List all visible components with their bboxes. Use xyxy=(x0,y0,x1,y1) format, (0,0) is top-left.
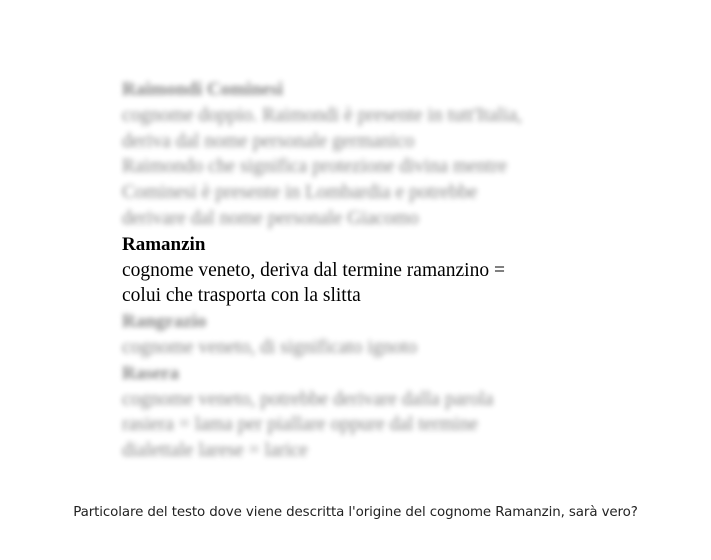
entry-title: Raimondi Cominesi xyxy=(122,79,283,100)
entry-line: cognome veneto, di significato ignoto xyxy=(122,336,418,358)
entry-line: cognome veneto, deriva dal termine ramanzino = xyxy=(122,259,505,281)
entry-line: cognome veneto, potrebbe derivare dalla parola xyxy=(122,388,494,410)
entry-line: rasiera = lama per piallare oppure dal termine xyxy=(122,414,478,436)
entry-line: dialettale larese = larice xyxy=(122,440,308,462)
entry-line: cognome doppio. Raimondi è presente in tutt'Italia, xyxy=(122,104,522,126)
entry-title: Rangrazio xyxy=(122,311,207,333)
entry-line: deriva dal nome personale germanico xyxy=(122,130,415,152)
image-caption: Particolare del testo dove viene descritta l'origine del cognome Ramanzin, sarà vero? xyxy=(73,505,638,520)
entry-line: Cominesi è presente in Lombardia e potrebbe xyxy=(122,182,478,204)
entry-raimondi-cominesi xyxy=(122,77,602,232)
entry-title: Ramanzin xyxy=(122,233,206,255)
entry-ramanzin xyxy=(122,232,602,309)
surname-dictionary-excerpt xyxy=(122,77,602,464)
entry-rasera xyxy=(122,361,602,464)
entry-line: Raimondo che significa protezione divina mentre xyxy=(122,156,508,178)
entry-line: derivare dal nome personale Giacomo xyxy=(122,207,419,229)
entry-title: Rasera xyxy=(122,362,179,384)
entry-rangrazio xyxy=(122,309,602,361)
entry-line: colui che trasporta con la slitta xyxy=(122,285,361,307)
